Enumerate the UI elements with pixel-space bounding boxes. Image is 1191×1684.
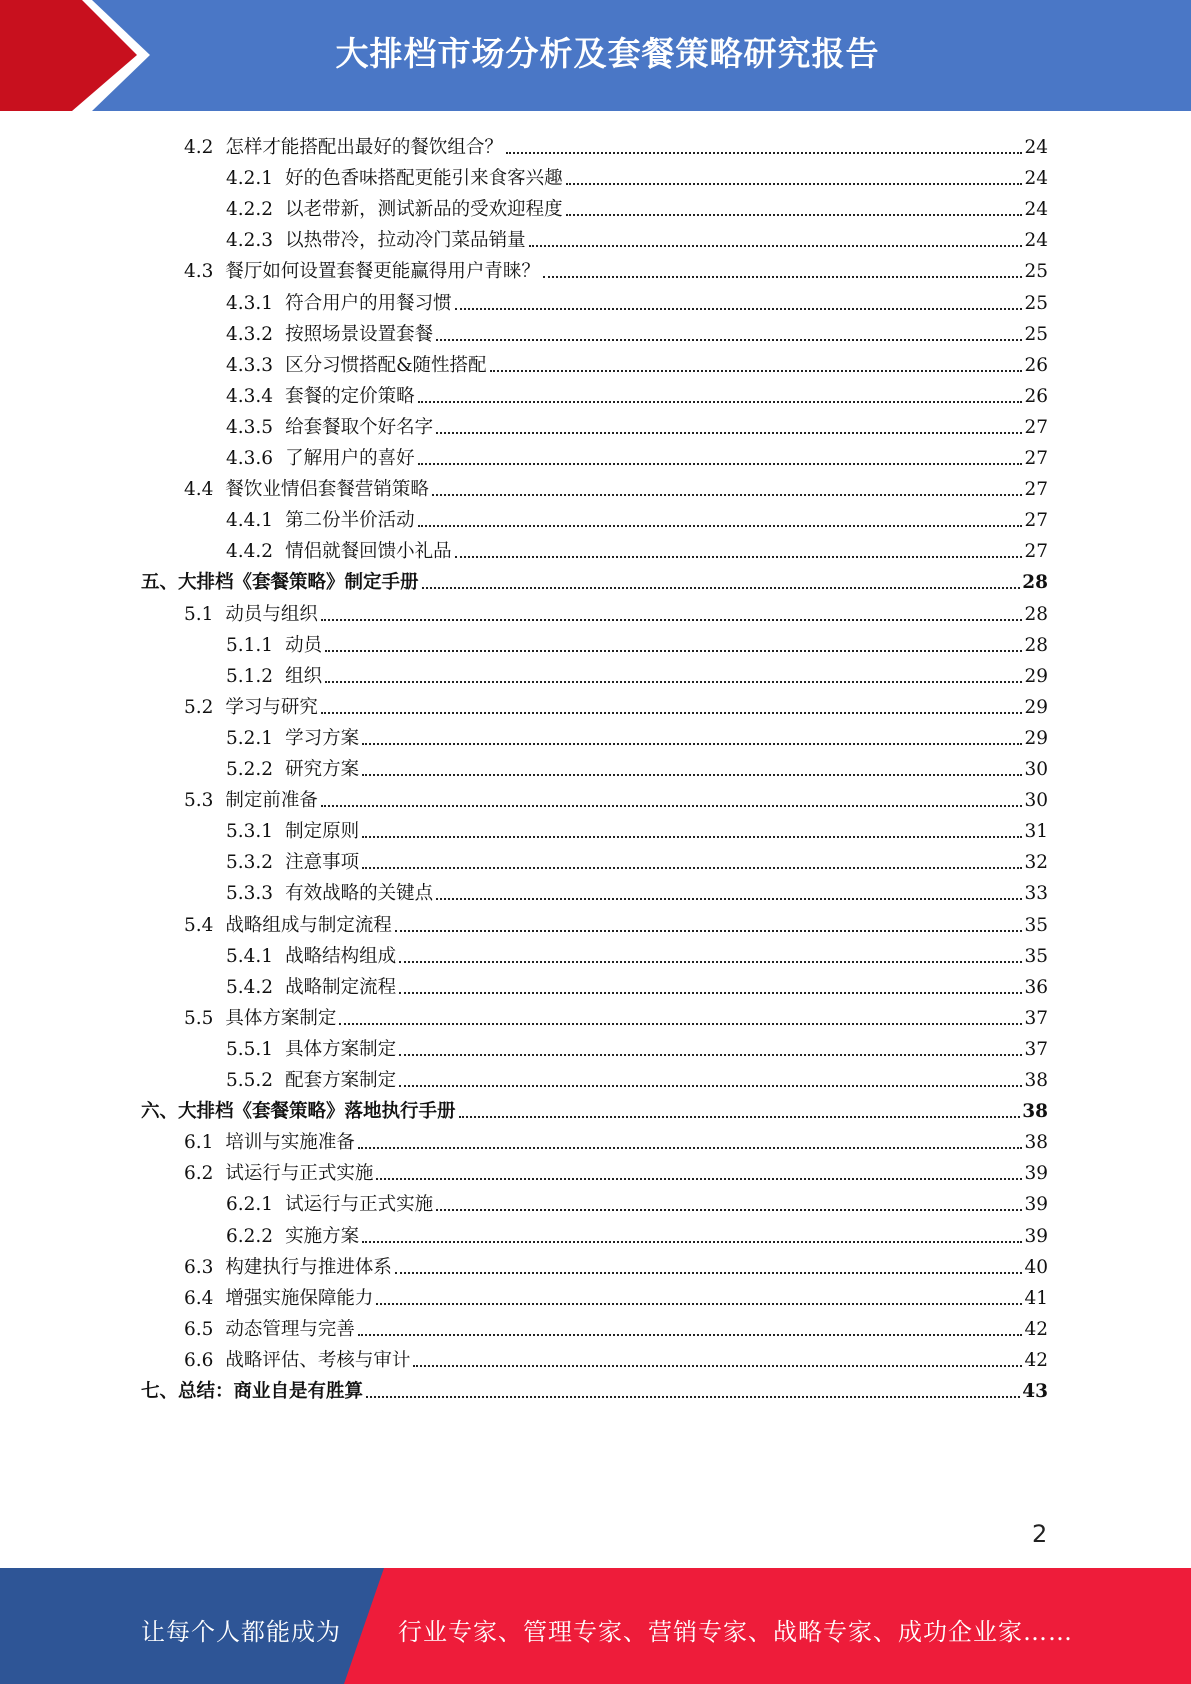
toc-entry[interactable] xyxy=(226,1030,1048,1061)
toc-entry-title: 战略评估、考核与审计 xyxy=(225,1349,411,1371)
toc-entry[interactable] xyxy=(184,595,1048,626)
toc-dot-leader xyxy=(436,432,1022,434)
toc-dot-leader xyxy=(339,1023,1022,1025)
toc-dot-leader xyxy=(325,650,1022,652)
page-number: 2 xyxy=(1032,1520,1048,1548)
toc-entry[interactable] xyxy=(226,408,1048,439)
toc-entry-page: 37 xyxy=(1024,1007,1048,1029)
toc-dot-leader xyxy=(325,681,1022,683)
toc-entry[interactable] xyxy=(226,1217,1048,1248)
toc-entry-page: 27 xyxy=(1024,510,1048,532)
toc-dot-leader xyxy=(432,494,1023,496)
toc-entry[interactable] xyxy=(184,1154,1048,1185)
toc-entry-page: 42 xyxy=(1024,1318,1048,1340)
toc-entry[interactable] xyxy=(184,781,1048,812)
toc-dot-leader xyxy=(321,619,1023,621)
toc-entry-number: 5.2.1 xyxy=(226,727,274,749)
toc-entry-page: 42 xyxy=(1024,1349,1048,1371)
toc-dot-leader xyxy=(321,712,1023,714)
toc-entry[interactable] xyxy=(226,377,1048,408)
toc-entry-number: 5.2 xyxy=(184,696,214,718)
toc-entry-number: 5.5 xyxy=(184,1007,214,1029)
toc-entry-page: 24 xyxy=(1024,137,1048,158)
toc-entry[interactable] xyxy=(141,1372,1048,1403)
toc-entry-number: 5.3.3 xyxy=(226,883,274,905)
toc-dot-leader xyxy=(418,401,1023,403)
toc-entry-title: 第二份半价活动 xyxy=(285,510,415,532)
toc-entry-page: 38 xyxy=(1024,1070,1048,1091)
toc-dot-leader xyxy=(376,1303,1022,1305)
toc-entry-title: 有效战略的关键点 xyxy=(285,883,434,905)
toc-entry-title: 了解用户的喜好 xyxy=(285,448,415,469)
toc-entry-page: 41 xyxy=(1024,1287,1048,1309)
toc-dot-leader xyxy=(418,525,1023,527)
toc-entry-title: 试运行与正式实施 xyxy=(225,1163,374,1185)
toc-entry-title: 按照场景设置套餐 xyxy=(285,323,434,345)
toc-entry-page: 36 xyxy=(1024,976,1048,998)
toc-dot-leader xyxy=(543,276,1023,278)
toc-entry[interactable] xyxy=(226,221,1048,252)
toc-entry-page: 33 xyxy=(1024,883,1048,905)
toc-entry-title: 动员 xyxy=(285,634,323,656)
toc-entry-number: 6.2.1 xyxy=(226,1194,274,1216)
toc-entry-title: 培训与实施准备 xyxy=(225,1132,355,1154)
toc-entry-number: 4.3.4 xyxy=(226,385,274,407)
toc-entry-title: 制定原则 xyxy=(285,821,360,843)
toc-entry-page: 27 xyxy=(1024,541,1048,563)
toc-entry-number: 5.3.2 xyxy=(226,852,274,874)
toc-entry-number: 4.2.1 xyxy=(226,168,274,190)
toc-entry-number: 4.3.3 xyxy=(226,354,274,376)
toc-dot-leader xyxy=(395,930,1023,932)
toc-entry-page: 40 xyxy=(1024,1256,1048,1278)
toc-entry-page: 30 xyxy=(1024,759,1048,780)
toc-entry-title: 研究方案 xyxy=(285,759,360,780)
footer-roles: 行业专家、管理专家、营销专家、战略专家、成功企业家…… xyxy=(398,1618,1073,1646)
toc-dot-leader xyxy=(362,743,1022,745)
toc-entry-page: 26 xyxy=(1024,385,1048,407)
toc-entry[interactable] xyxy=(226,937,1048,968)
toc-entry-page: 35 xyxy=(1024,914,1048,936)
toc-entry[interactable] xyxy=(226,750,1048,781)
toc-entry-title: 具体方案制定 xyxy=(285,1038,397,1060)
toc-entry[interactable] xyxy=(226,346,1048,377)
toc-entry-number: 4.2.2 xyxy=(226,199,274,221)
toc-entry[interactable] xyxy=(226,968,1048,999)
toc-entry[interactable] xyxy=(226,626,1048,657)
toc-entry-page: 28 xyxy=(1024,603,1048,625)
toc-entry-number: 5.4 xyxy=(184,914,214,936)
toc-entry[interactable] xyxy=(184,252,1048,283)
toc-entry-number: 6.1 xyxy=(184,1132,214,1154)
toc-entry-number: 6.2 xyxy=(184,1163,214,1185)
toc-entry-title: 试运行与正式实施 xyxy=(285,1194,434,1216)
toc-entry-page: 25 xyxy=(1024,292,1048,314)
toc-entry-page: 27 xyxy=(1024,416,1048,438)
toc-entry[interactable] xyxy=(226,439,1048,470)
toc-dot-leader xyxy=(321,805,1023,807)
toc-dot-leader xyxy=(399,1085,1022,1087)
toc-dot-leader xyxy=(455,308,1023,310)
toc-entry-title: 区分习惯搭配&随性搭配 xyxy=(285,354,487,376)
toc-dot-leader xyxy=(506,152,1023,154)
toc-entry-page: 35 xyxy=(1024,945,1048,967)
toc-entry-number: 5.3.1 xyxy=(226,821,274,843)
document-title: 大排档市场分析及套餐策略研究报告 xyxy=(335,34,880,73)
toc-entry[interactable] xyxy=(226,284,1048,315)
toc-dot-leader xyxy=(362,867,1022,869)
toc-dot-leader xyxy=(399,992,1022,994)
toc-entry-number: 5.1 xyxy=(184,603,214,625)
toc-dot-leader xyxy=(566,183,1023,185)
toc-entry-number: 6.4 xyxy=(184,1287,214,1309)
toc-entry[interactable] xyxy=(226,843,1048,874)
toc-entry-number: 4.3.6 xyxy=(226,448,274,469)
toc-entry-number: 4.3 xyxy=(184,261,214,283)
toc-entry-number: 4.2 xyxy=(184,137,214,158)
page-footer xyxy=(0,1568,1191,1684)
toc-dot-leader xyxy=(566,214,1023,216)
toc-entry-title: 好的色香味搭配更能引来食客兴趣 xyxy=(285,168,563,190)
toc-entry-title: 实施方案 xyxy=(285,1225,360,1247)
toc-entry[interactable] xyxy=(226,874,1048,905)
toc-entry[interactable] xyxy=(184,470,1048,501)
toc-entry-number: 6.2.2 xyxy=(226,1225,274,1247)
toc-entry-page: 29 xyxy=(1024,727,1048,749)
toc-entry-number: 5.1.2 xyxy=(226,665,274,687)
toc-entry-page: 29 xyxy=(1024,665,1048,687)
toc-entry-title: 组织 xyxy=(285,665,323,687)
toc-entry-number: 5.2.2 xyxy=(226,759,274,780)
toc-entry[interactable] xyxy=(141,563,1048,594)
toc-dot-leader xyxy=(395,1272,1023,1274)
toc-entry-page: 27 xyxy=(1024,448,1048,469)
toc-entry-number: 5.1.1 xyxy=(226,634,274,656)
toc-entry-title: 怎样才能搭配出最好的餐饮组合？ xyxy=(225,137,503,158)
toc-entry[interactable] xyxy=(184,999,1048,1030)
toc-entry[interactable] xyxy=(226,657,1048,688)
toc-dot-leader xyxy=(436,339,1022,341)
toc-entry-number: 5.4.1 xyxy=(226,945,274,967)
toc-entry-number: 4.4 xyxy=(184,479,214,501)
toc-entry-number: 5.3 xyxy=(184,790,214,812)
toc-entry[interactable] xyxy=(226,532,1048,563)
toc-entry[interactable] xyxy=(226,812,1048,843)
toc-dot-leader xyxy=(459,1116,1021,1118)
toc-entry[interactable] xyxy=(184,1341,1048,1372)
toc-entry-title: 动态管理与完善 xyxy=(225,1318,355,1340)
toc-entry[interactable] xyxy=(226,190,1048,221)
toc-entry-title: 构建执行与推进体系 xyxy=(225,1256,392,1278)
toc-entry-page: 38 xyxy=(1024,1132,1048,1154)
toc-entry[interactable] xyxy=(184,688,1048,719)
toc-entry-number: 6.5 xyxy=(184,1318,214,1340)
toc-entry-page: 26 xyxy=(1024,354,1048,376)
toc-entry-title: 以热带冷，拉动冷门菜品销量 xyxy=(285,230,526,252)
toc-entry-title: 六、大排档《套餐策略》落地执行手册 xyxy=(141,1101,456,1123)
toc-entry-title: 配套方案制定 xyxy=(285,1070,397,1091)
toc-entry-page: 25 xyxy=(1024,323,1048,345)
toc-entry-title: 学习方案 xyxy=(285,727,360,749)
toc-dot-leader xyxy=(376,1178,1022,1180)
toc-entry-page: 38 xyxy=(1022,1101,1048,1123)
toc-entry[interactable] xyxy=(226,501,1048,532)
toc-entry[interactable] xyxy=(226,159,1048,190)
toc-dot-leader xyxy=(455,556,1023,558)
toc-entry-page: 25 xyxy=(1024,261,1048,283)
toc-entry-title: 动员与组织 xyxy=(225,603,318,625)
toc-dot-leader xyxy=(490,370,1023,372)
toc-entry-page: 27 xyxy=(1024,479,1048,501)
toc-entry[interactable] xyxy=(226,1061,1048,1092)
toc-entry-title: 以老带新，测试新品的受欢迎程度 xyxy=(285,199,563,221)
toc-entry-title: 注意事项 xyxy=(285,852,360,874)
toc-entry-number: 5.4.2 xyxy=(226,976,274,998)
toc-dot-leader xyxy=(436,898,1022,900)
toc-entry[interactable] xyxy=(184,128,1048,159)
toc-entry-number: 4.3.5 xyxy=(226,416,274,438)
toc-entry-page: 31 xyxy=(1024,821,1048,843)
toc-entry-number: 4.3.1 xyxy=(226,292,274,314)
toc-entry-title: 战略制定流程 xyxy=(285,976,397,998)
toc-entry-number: 5.5.2 xyxy=(226,1070,274,1091)
toc-entry-page: 43 xyxy=(1022,1381,1048,1402)
toc-entry-title: 具体方案制定 xyxy=(225,1007,337,1029)
toc-entry-number: 5.5.1 xyxy=(226,1038,274,1060)
toc-entry-page: 24 xyxy=(1024,199,1048,221)
toc-entry-number: 4.3.2 xyxy=(226,323,274,345)
toc-dot-leader xyxy=(362,1241,1022,1243)
toc-entry-page: 24 xyxy=(1024,168,1048,190)
toc-dot-leader xyxy=(422,587,1021,589)
toc-entry-page: 29 xyxy=(1024,696,1048,718)
toc-dot-leader xyxy=(358,1334,1023,1336)
toc-entry[interactable] xyxy=(226,719,1048,750)
toc-dot-leader xyxy=(399,1054,1022,1056)
toc-entry-page: 28 xyxy=(1022,572,1048,594)
toc-dot-leader xyxy=(529,245,1023,247)
toc-entry[interactable] xyxy=(226,315,1048,346)
toc-entry[interactable] xyxy=(184,1123,1048,1154)
toc-entry-title: 餐厅如何设置套餐更能赢得用户青睐？ xyxy=(225,261,540,283)
toc-entry[interactable] xyxy=(184,906,1048,937)
toc-dot-leader xyxy=(399,961,1022,963)
toc-dot-leader xyxy=(358,1147,1023,1149)
toc-entry-title: 增强实施保障能力 xyxy=(225,1287,374,1309)
toc-entry[interactable] xyxy=(184,1279,1048,1310)
toc-entry-number: 4.2.3 xyxy=(226,230,274,252)
toc-entry-page: 39 xyxy=(1024,1163,1048,1185)
toc-entry-title: 五、大排档《套餐策略》制定手册 xyxy=(141,572,419,594)
toc-dot-leader xyxy=(362,774,1022,776)
toc-entry[interactable] xyxy=(184,1248,1048,1279)
toc-entry-title: 情侣就餐回馈小礼品 xyxy=(285,541,452,563)
toc-entry-page: 24 xyxy=(1024,230,1048,252)
toc-entry-number: 6.3 xyxy=(184,1256,214,1278)
toc-entry[interactable] xyxy=(184,1310,1048,1341)
footer-slogan: 让每个人都能成为 xyxy=(141,1618,341,1646)
page-header xyxy=(0,0,1191,111)
toc-entry[interactable] xyxy=(141,1092,1048,1123)
toc-entry-page: 39 xyxy=(1024,1194,1048,1216)
toc-dot-leader xyxy=(436,1209,1022,1211)
toc-entry-page: 39 xyxy=(1024,1225,1048,1247)
toc-dot-leader xyxy=(413,1365,1022,1367)
toc-dot-leader xyxy=(362,836,1022,838)
toc-entry-page: 32 xyxy=(1024,852,1048,874)
toc-entry-page: 30 xyxy=(1024,790,1048,812)
toc-dot-leader xyxy=(366,1396,1020,1398)
toc-entry-title: 七、总结：商业自是有胜算 xyxy=(141,1381,364,1402)
toc-dot-leader xyxy=(418,463,1023,465)
toc-entry-page: 28 xyxy=(1024,634,1048,656)
toc-entry-title: 战略结构组成 xyxy=(285,945,397,967)
toc-entry-title: 套餐的定价策略 xyxy=(285,385,415,407)
toc-entry-number: 4.4.2 xyxy=(226,541,274,563)
toc-entry-page: 37 xyxy=(1024,1038,1048,1060)
toc-entry-number: 4.4.1 xyxy=(226,510,274,532)
toc-entry-title: 制定前准备 xyxy=(225,790,318,812)
toc-entry[interactable] xyxy=(226,1185,1048,1216)
toc-entry-title: 给套餐取个好名字 xyxy=(285,416,434,438)
toc-entry-title: 餐饮业情侣套餐营销策略 xyxy=(225,479,429,501)
toc-entry-title: 学习与研究 xyxy=(225,696,318,718)
toc-entry-title: 战略组成与制定流程 xyxy=(225,914,392,936)
toc-entry-title: 符合用户的用餐习惯 xyxy=(285,292,452,314)
toc-entry-number: 6.6 xyxy=(184,1349,214,1371)
